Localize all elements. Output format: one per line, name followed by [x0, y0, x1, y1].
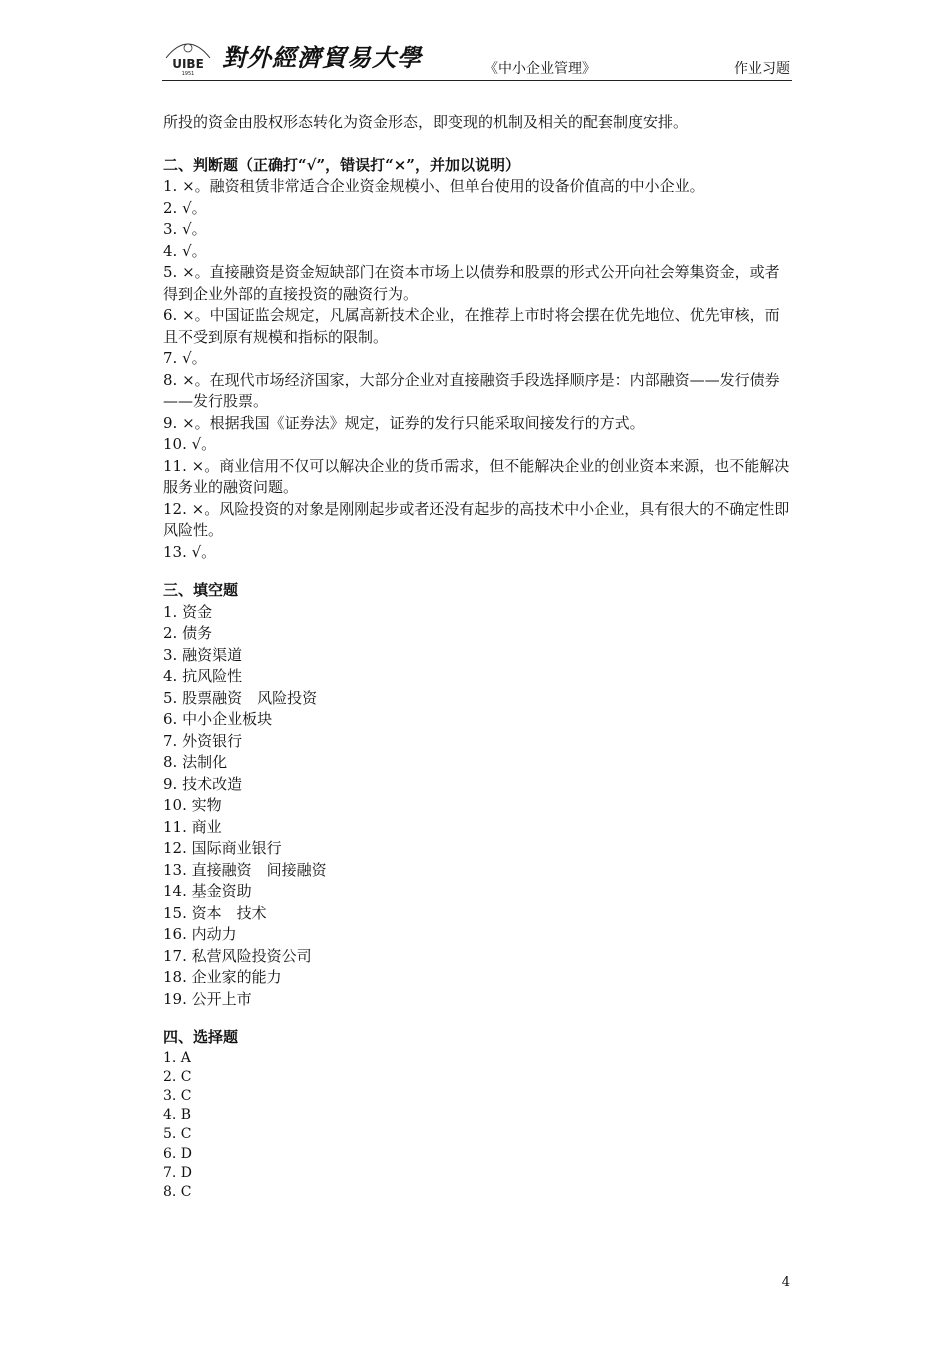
- svg-text:UIBE: UIBE: [172, 57, 204, 71]
- document-type: 作业习题: [734, 61, 790, 77]
- list-item: 5. C: [163, 1126, 192, 1143]
- list-item: 9. ×。根据我国《证券法》规定，证券的发行只能采取间接发行的方式。: [163, 413, 645, 432]
- course-title: 《中小企业管理》: [484, 61, 596, 77]
- svg-text:1951: 1951: [181, 71, 195, 76]
- list-item: 8. 法制化: [163, 753, 228, 771]
- list-item: 3. C: [163, 1087, 192, 1104]
- page-header: [162, 36, 792, 81]
- list-item: 1. ×。融资租赁非常适合企业资金规模小、但单台使用的设备价值高的中小企业。: [163, 177, 705, 195]
- list-item: 19. 公开上市: [163, 989, 252, 1008]
- list-item: 6. 中小企业板块: [163, 710, 273, 728]
- list-item: 15. 资本 技术: [163, 903, 267, 922]
- section-4-list: [163, 1049, 793, 1203]
- list-item: 5. ×。直接融资是资金短缺部门在资本市场上以债券和股票的形式公开向社会筹集资金，或者得到企业外部的直接投资的融资行为。: [163, 263, 780, 303]
- list-item: 7. 外资银行: [163, 731, 243, 750]
- list-item: 1. 资金: [163, 602, 213, 621]
- list-item: 14. 基金资助: [163, 882, 252, 900]
- list-item: 7. √。: [163, 349, 207, 367]
- university-logo: [162, 36, 214, 76]
- list-item: 11. 商业: [163, 817, 222, 836]
- list-item: 10. √。: [163, 435, 217, 453]
- list-item: 1. A: [163, 1049, 191, 1066]
- list-item: 3. √。: [163, 220, 207, 238]
- list-item: 8. C: [163, 1183, 192, 1200]
- list-item: 8. ×。在现代市场经济国家，大部分企业对直接融资手段选择顺序是：内部融资——发行债券——发行股票。: [163, 370, 780, 410]
- section-3-title: 三、填空题: [163, 581, 239, 599]
- list-item: 6. D: [163, 1145, 193, 1162]
- list-item: 2. 债务: [163, 624, 213, 642]
- list-item: 4. √。: [163, 241, 207, 260]
- list-item: 11. ×。商业信用不仅可以解决企业的货币需求，但不能解决企业的创业资本来源，也不能解决服务业的融资问题。: [163, 456, 790, 496]
- page-number: 4: [781, 1275, 790, 1290]
- list-item: 4. 抗风险性: [163, 667, 243, 685]
- list-item: 12. ×。风险投资的对象是刚刚起步或者还没有起步的高技术中小企业，具有很大的不确定性即风险性。: [163, 499, 790, 539]
- list-item: 5. 股票融资 风险投资: [163, 688, 318, 707]
- section-2-list: [163, 176, 793, 563]
- list-item: 18. 企业家的能力: [163, 968, 282, 986]
- list-item: 9. 技术改造: [163, 774, 243, 793]
- list-item: 16. 内动力: [163, 925, 237, 943]
- list-item: 7. D: [163, 1164, 193, 1181]
- list-item: 12. 国际商业银行: [163, 839, 282, 857]
- university-name: 對外經濟貿易大學: [222, 43, 422, 72]
- list-item: 4. B: [163, 1107, 192, 1124]
- list-item: 2. √。: [163, 198, 207, 217]
- intro-line: 所投的资金由股权形态转化为资金形态，即变现的机制及相关的配套制度安排。: [163, 113, 689, 131]
- section-4-title: 四、选择题: [163, 1028, 239, 1046]
- list-item: 3. 融资渠道: [163, 645, 243, 664]
- list-item: 2. C: [163, 1068, 192, 1085]
- list-item: 10. 实物: [163, 796, 222, 814]
- list-item: 6. ×。中国证监会规定，凡属高新技术企业，在推荐上市时将会摆在优先地位、优先审核，而且不受到原有规模和指标的限制。: [163, 306, 780, 346]
- list-item: 13. √。: [163, 542, 217, 561]
- list-item: 13. 直接融资 间接融资: [163, 860, 327, 879]
- section-2-title: 二、判断题（正确打“√”，错误打“×”，并加以说明）: [163, 155, 520, 174]
- page-content: [163, 112, 793, 1202]
- list-item: 17. 私营风险投资公司: [163, 946, 312, 965]
- section-3-list: [163, 602, 793, 1011]
